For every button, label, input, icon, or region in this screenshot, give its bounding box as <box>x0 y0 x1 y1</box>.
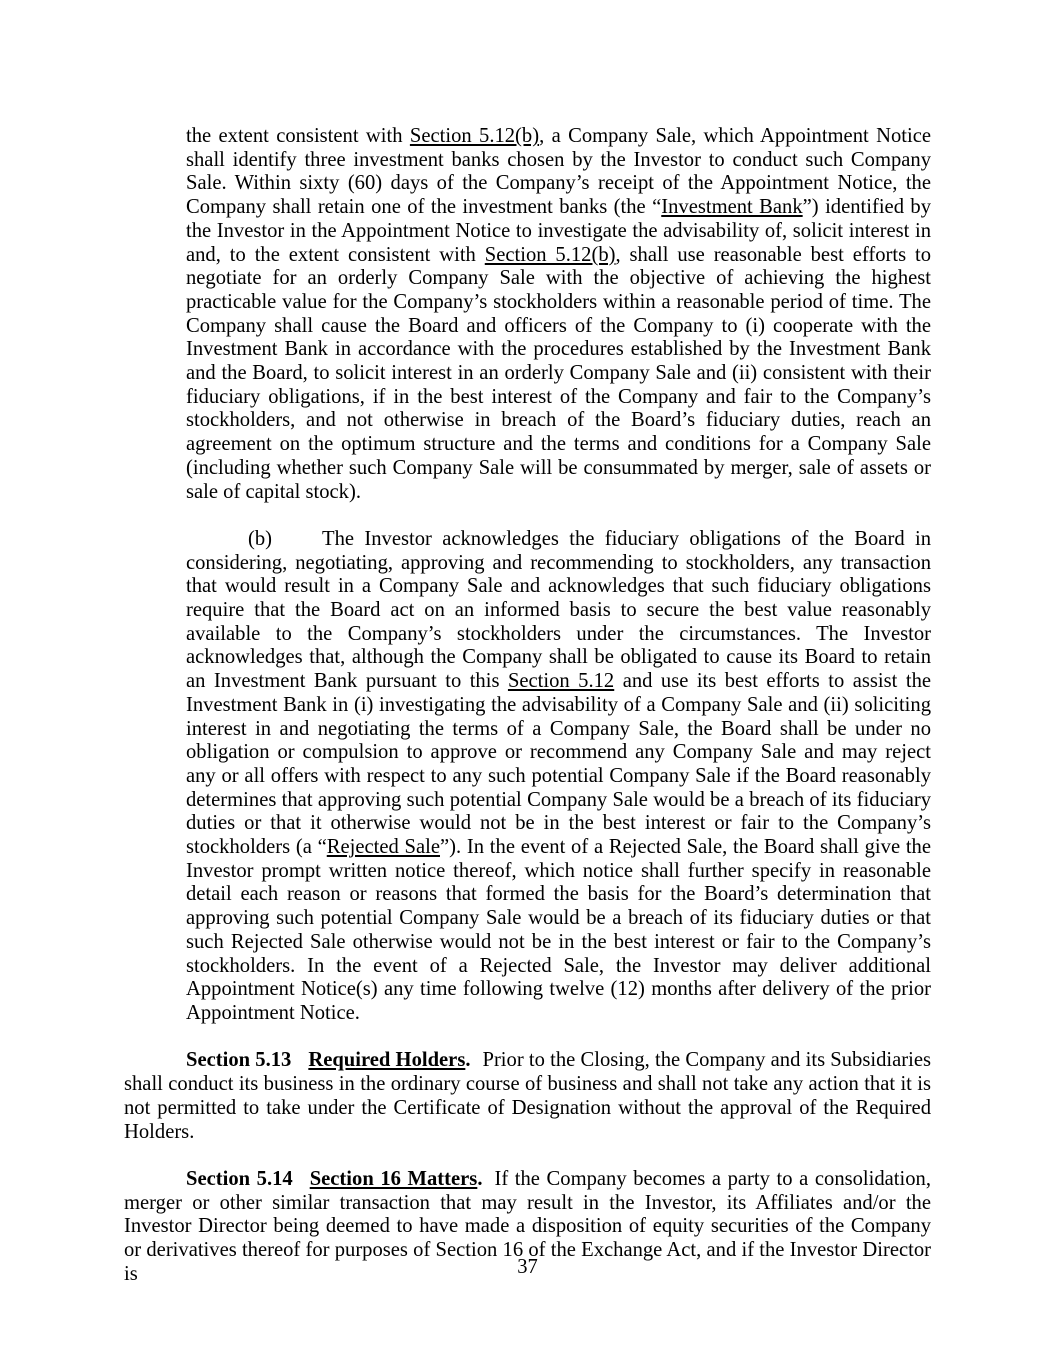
tab-space <box>482 1184 494 1185</box>
text-run: Section 5.12(b) <box>409 125 540 147</box>
document-body <box>124 125 931 1286</box>
text-run: ”) identified by the Investor in the Appointment Notice to investigate the advisability of, solicit interest in and, to the extent consistent with <box>186 196 932 266</box>
paragraph-section-5-12-b <box>186 528 931 1026</box>
tab-space <box>471 1065 483 1066</box>
text-run: . <box>477 1167 483 1190</box>
text-run: Section 5.12(b) <box>484 243 616 266</box>
text-run: The Investor acknowledges the fiduciary obligations of the Board in considering, negotiating, approving and recommending to stockholders, any transaction that would result in a Company Sale and acknowledges that such fiduciary obligations require that the Board act on an informed basis to secure the best value reasonably available to the Company’s stockholders under the circumstances. The Investor acknowledges that, although the Company shall be obligated to cause its Board to retain an Investment Bank pursuant to this <box>186 527 931 693</box>
text-run: . <box>465 1049 471 1072</box>
paragraph-section-5-13 <box>124 1049 931 1144</box>
text-run: , shall use reasonable best efforts to negotiate for an orderly Company Sale with the objective of achieving the highest practicable value for the Company’s stockholders within a reasonable period of time. The Company shall cause the Board and officers of the Company to (i) cooperate with the Investment Bank in accordance with the procedures established by the Investment Bank and the Board, to solicit interest in an orderly Company Sale and (ii) consistent with their fiduciary obligations, if in the best interest of the Company and fair to the Company’s stockholders, and not otherwise in breach of the Board’s fiduciary duties, reach an agreement on the optimum structure and the terms and conditions for a Company Sale (including whether such Company Sale will be consummated by merger, sale of assets or sale of capital stock). <box>186 243 932 503</box>
text-run: If the Company becomes a party to a consolidation, merger or other similar transaction that may result in the Investor, its Affiliates and/or the Investor Director being deemed to have made a disposition of equity securities of the Company or derivatives thereof for purposes of Section 16 of the Exchange Act, and if the Investor Director is <box>124 1167 931 1285</box>
page-number: 37 <box>517 1256 538 1278</box>
text-run: Section 5.14 <box>186 1167 293 1190</box>
tab-space <box>293 1184 310 1185</box>
tab-space <box>291 1065 308 1066</box>
text-run: Section 16 Matters <box>309 1167 478 1190</box>
text-run: Investment Bank <box>661 196 803 219</box>
tab-space <box>272 544 322 545</box>
text-run: Rejected Sale <box>326 836 440 859</box>
paragraph-section-5-12-a-continuation <box>186 125 931 504</box>
text-run: Prior to the Closing, the Company and its Subsidiaries shall conduct its business in the ordinary course of business and shall not take any action that it is not permitted to take under the Certificate of Designation without the approval of the Required Holders. <box>124 1049 931 1143</box>
text-run: and use its best efforts to assist the Investment Bank in (i) investigating the advisability of a Company Sale and (ii) soliciting interest in and negotiating the terms of a Company Sale, the Board shall be under no obligation or compulsion to approve or recommend any Company Sale and may reject any or all offers with respect to any such potential Company Sale if the Board reasonably determines that approving such potential Company Sale would be a breach of its fiduciary duties or that it otherwise would not be in the best interest or fair to the Company’s stockholders (a “ <box>186 670 932 859</box>
text-run: , a Company Sale, which Appointment Notice shall identify three investment banks chosen by the Investor to conduct such Company Sale. Within sixty (60) days of the Company’s receipt of the Appointment Notice, the Company shall retain one of the investment banks (the “ <box>186 125 931 219</box>
text-run: (b) <box>248 527 273 550</box>
text-run: Section 5.13 <box>186 1049 292 1072</box>
text-run: Required Holders <box>308 1049 466 1072</box>
text-run: ”). In the event of a Rejected Sale, the Board shall give the Investor prompt written notice thereof, which notice shall further specify in reasonable detail each reason or reasons that formed the basis for the Board’s determination that approving such potential Company Sale would be a breach of its fiduciary duties or that such Rejected Sale otherwise would not be in the best interest or fair to the Company’s stockholders. In the event of a Rejected Sale, the Investor may deliver additional Appointment Notice(s) any time following twelve (12) months after delivery of the prior Appointment Notice. <box>186 836 931 1024</box>
text-run: Section 5.12 <box>507 670 615 693</box>
text-run: the extent consistent with <box>186 125 410 147</box>
